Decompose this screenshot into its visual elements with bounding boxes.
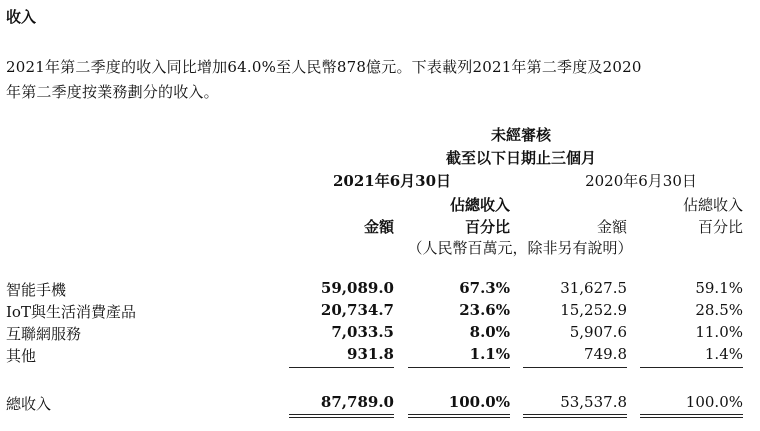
cell-pct-2020: 59.1% xyxy=(695,279,743,297)
cell-pct-2020: 1.4% xyxy=(704,345,743,363)
rule-above-total-amount-2021 xyxy=(289,367,394,368)
intro-paragraph-line-1: 2021年第二季度的收入同比增加64.0%至人民幣878億元。下表載列2021年第二季度及2020 xyxy=(6,58,642,76)
cell-amount-2020: 53,537.8 xyxy=(560,393,627,411)
double-rule-amount-2021-top xyxy=(289,414,394,415)
double-rule-amount-2021-bottom xyxy=(289,417,394,418)
header-amount-2020: 金額 xyxy=(596,218,627,236)
double-rule-amount-2020-bottom xyxy=(523,417,627,418)
cell-pct-2021: 8.0% xyxy=(469,323,510,341)
header-col-2021: 2021年6月30日 xyxy=(332,172,452,190)
cell-amount-2021: 59,089.0 xyxy=(320,279,394,297)
header-pct-2021-line2: 百分比 xyxy=(464,218,510,236)
cell-amount-2020: 31,627.5 xyxy=(560,279,627,297)
cell-amount-2021: 87,789.0 xyxy=(320,393,394,411)
cell-pct-2020: 28.5% xyxy=(695,301,743,319)
cell-amount-2021: 7,033.5 xyxy=(331,323,394,341)
header-pct-2020-line1: 佔總收入 xyxy=(682,196,743,214)
header-period: 截至以下日期止三個月 xyxy=(445,149,597,167)
rule-above-total-pct-2021 xyxy=(408,367,510,368)
intro-paragraph-line-2: 年第二季度按業務劃分的收入。 xyxy=(6,83,219,101)
row-label: 總收入 xyxy=(6,395,52,413)
cell-pct-2021: 100.0% xyxy=(448,393,510,411)
cell-amount-2021: 931.8 xyxy=(347,345,394,363)
rule-above-total-pct-2020 xyxy=(640,367,743,368)
section-title: 收入 xyxy=(6,8,37,26)
cell-amount-2020: 5,907.6 xyxy=(569,323,627,341)
header-pct-2020-line2: 百分比 xyxy=(697,218,743,236)
cell-amount-2021: 20,734.7 xyxy=(320,301,394,319)
header-col-2020: 2020年6月30日 xyxy=(585,172,697,190)
double-rule-pct-2020-top xyxy=(640,414,743,415)
header-unit-note: （人民幣百萬元，除非另有說明） xyxy=(407,239,633,257)
double-rule-pct-2021-bottom xyxy=(408,417,510,418)
row-label: 智能手機 xyxy=(6,281,67,299)
header-pct-2021-line1: 佔總收入 xyxy=(449,196,510,214)
cell-pct-2021: 23.6% xyxy=(459,301,510,319)
header-unaudited: 未經審核 xyxy=(490,126,552,144)
double-rule-amount-2020-top xyxy=(523,414,627,415)
cell-pct-2020: 100.0% xyxy=(685,393,743,411)
row-label: IoT與生活消費產品 xyxy=(6,303,136,321)
row-label: 互聯網服務 xyxy=(6,325,82,343)
row-label: 其他 xyxy=(6,347,37,365)
rule-above-total-amount-2020 xyxy=(523,367,627,368)
cell-pct-2021: 67.3% xyxy=(459,279,510,297)
cell-pct-2021: 1.1% xyxy=(469,345,510,363)
header-amount-2021: 金額 xyxy=(363,218,394,236)
cell-amount-2020: 15,252.9 xyxy=(560,301,627,319)
double-rule-pct-2020-bottom xyxy=(640,417,743,418)
double-rule-pct-2021-top xyxy=(408,414,510,415)
cell-amount-2020: 749.8 xyxy=(584,345,627,363)
cell-pct-2020: 11.0% xyxy=(695,323,743,341)
